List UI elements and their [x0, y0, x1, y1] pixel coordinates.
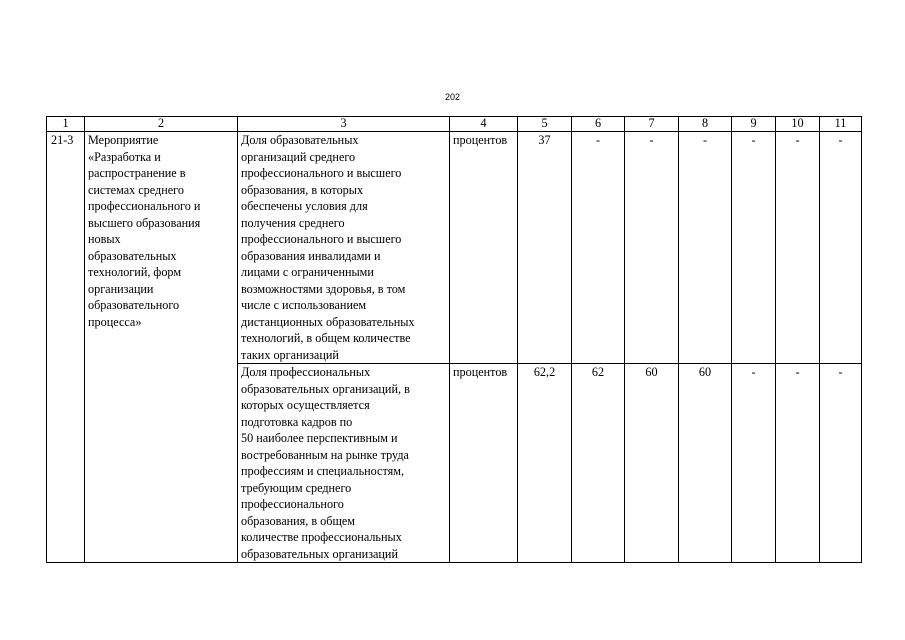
- header-cell: 4: [450, 117, 518, 132]
- unit-cell: процентов: [450, 132, 518, 364]
- value-cell: 60: [625, 364, 679, 563]
- header-row: [47, 117, 862, 132]
- value-cell: -: [625, 132, 679, 364]
- value-cell: -: [732, 132, 776, 364]
- header-cell: 1: [47, 117, 85, 132]
- header-cell: 11: [820, 117, 862, 132]
- value-cell: 37: [518, 132, 572, 364]
- value-cell: -: [572, 132, 625, 364]
- value-cell: 60: [679, 364, 732, 563]
- row-code: 21-3: [47, 132, 85, 563]
- indicator-name: Доля образовательных организаций среднего профессионального и высшего образования, в которых обеспечены условия для получения среднего профессионального и высшего образования инвалидами и лицами с ограниченными возможностями здоровья, в том числе с использованием дистанционных образовательных технологий, в общем количестве таких организаций: [238, 132, 450, 364]
- indicator-name: Доля профессиональных образовательных организаций, в которых осуществляется подготовка кадров по 50 наиболее перспективным и востребованным на рынке труда профессиям и специальностям, требующим среднего профессионального образования, в общем количестве профессиональных образовательных организаций: [238, 364, 450, 563]
- table-row: [47, 132, 862, 364]
- unit-cell: процентов: [450, 364, 518, 563]
- header-cell: 10: [776, 117, 820, 132]
- header-cell: 5: [518, 117, 572, 132]
- indicators-table: [46, 116, 862, 563]
- value-cell: -: [776, 132, 820, 364]
- header-cell: 7: [625, 117, 679, 132]
- value-cell: -: [732, 364, 776, 563]
- page-number: 202: [444, 92, 461, 102]
- value-cell: -: [820, 132, 862, 364]
- event-name: Мероприятие «Разработка и распространение в системах среднего профессионального и высшего образования новых образовательных технологий, форм организации образовательного процесса»: [85, 132, 238, 563]
- header-cell: 3: [238, 117, 450, 132]
- value-cell: 62: [572, 364, 625, 563]
- header-cell: 9: [732, 117, 776, 132]
- value-cell: -: [776, 364, 820, 563]
- value-cell: 62,2: [518, 364, 572, 563]
- value-cell: -: [820, 364, 862, 563]
- header-cell: 8: [679, 117, 732, 132]
- header-cell: 2: [85, 117, 238, 132]
- value-cell: -: [679, 132, 732, 364]
- header-cell: 6: [572, 117, 625, 132]
